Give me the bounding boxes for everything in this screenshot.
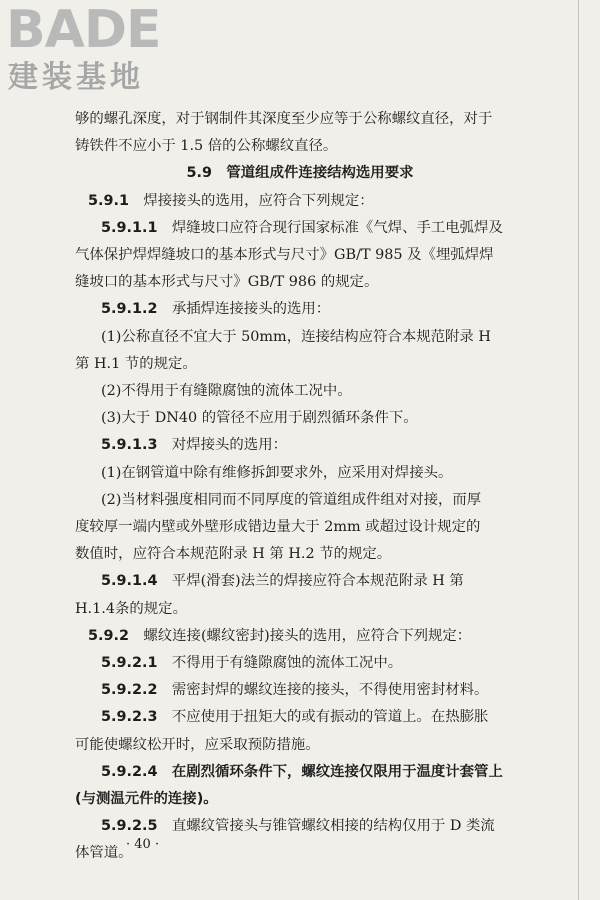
line-text: (2)不得用于有缝隙腐蚀的流体工况中。 <box>101 383 352 399</box>
text-line <box>75 269 378 296</box>
line-text: 在剧烈循环条件下，螺纹连接仅限用于温度计套管上 <box>157 763 503 780</box>
line-text: 数值时，应符合本规范附录 H 第 H.2 节的规定。 <box>75 546 392 563</box>
line-text: (2)当材料强度相同而不同厚度的管道组成件组对对接，而厚 <box>101 491 482 508</box>
binding-edge-line <box>578 0 579 900</box>
line-text: 度较厚一端内壁或外壁形成错边量大于 2mm 或超过设计规定的 <box>75 519 481 535</box>
line-text: 铸铁件不应小于 1.5 倍的公称螺纹直径。 <box>75 138 338 155</box>
clause-line <box>101 432 287 459</box>
text-line <box>75 732 320 759</box>
line-text: 体管道。 <box>75 845 133 862</box>
line-text: (与测温元件的连接)。 <box>75 791 218 807</box>
line-text: 平焊(滑套)法兰的焊接应符合本规范附录 H 第 <box>157 573 464 590</box>
text-line <box>75 514 480 541</box>
clause-number: 5.9.1.1 <box>101 219 158 236</box>
line-text: H.1.4条的规定。 <box>75 600 187 617</box>
clause-number: 5.9.1.3 <box>101 437 158 454</box>
line-text: 对焊接头的选用： <box>157 437 287 454</box>
clause-line <box>88 623 471 650</box>
text-line <box>75 133 337 160</box>
section-title: 5.9 管道组成件连接结构选用要求 <box>186 165 414 182</box>
clause-number: 5.9.1.4 <box>101 573 158 590</box>
line-text: 不得用于有缝隙腐蚀的流体工况中。 <box>157 655 403 671</box>
line-text: (1)在钢管道中除有维修拆卸要求外，应采用对焊接头。 <box>101 464 453 481</box>
line-text: 需密封焊的螺纹连接的接头，不得使用密封材料。 <box>157 682 489 699</box>
text-line <box>101 324 491 351</box>
text-line <box>101 405 418 432</box>
line-text: (3)大于 DN40 的管径不应用于剧烈循环条件下。 <box>101 410 418 427</box>
clause-line <box>101 677 488 704</box>
text-line <box>75 351 197 378</box>
line-text: 直螺纹管接头与锥管螺纹相接的结构仅用于 D 类流 <box>157 818 495 835</box>
text-line <box>75 106 492 133</box>
clause-line <box>101 759 503 786</box>
line-text: 第 H.1 节的规定。 <box>75 355 197 372</box>
clause-line <box>101 568 464 595</box>
clause-line <box>101 296 330 323</box>
logo-mark: BADE <box>6 0 161 60</box>
text-line <box>75 786 218 813</box>
line-text: 不应使用于扭矩大的或有振动的管道上。在热膨胀 <box>157 709 489 726</box>
text-line <box>75 541 391 568</box>
text-line <box>75 242 494 269</box>
line-text: 气体保护焊焊缝坡口的基本形式与尺寸》GB/T 985 及《埋弧焊焊 <box>75 247 494 263</box>
line-text: 可能使螺纹松开时，应采取预防措施。 <box>75 736 320 753</box>
clause-number: 5.9.1 <box>88 192 129 209</box>
clause-line <box>101 813 495 840</box>
clause-number: 5.9.2.3 <box>101 709 158 726</box>
clause-number: 5.9.2.4 <box>101 763 158 780</box>
text-line <box>101 460 452 487</box>
clause-line <box>88 188 374 215</box>
clause-line <box>101 215 503 242</box>
line-text: 够的螺孔深度，对于钢制件其深度至少应等于公称螺纹直径，对于 <box>75 111 493 127</box>
text-line <box>75 840 133 867</box>
line-text: 焊缝坡口应符合现行国家标准《气焊、手工电弧焊及 <box>157 219 503 236</box>
clause-number: 5.9.1.2 <box>101 301 158 318</box>
line-text: 承插焊连接接头的选用： <box>157 301 331 318</box>
text-line <box>75 596 187 623</box>
clause-line <box>101 650 402 677</box>
page-number: · 40 · <box>126 837 160 852</box>
clause-number: 5.9.2.1 <box>101 655 158 671</box>
text-line <box>101 487 481 514</box>
watermark-logo <box>6 0 186 99</box>
clause-number: 5.9.2.2 <box>101 682 158 699</box>
clause-number: 5.9.2 <box>88 627 129 644</box>
text-line <box>101 378 352 405</box>
line-text: 缝坡口的基本形式与尺寸》GB/T 986 的规定。 <box>75 274 379 291</box>
line-text: 焊接接头的选用，应符合下列规定： <box>128 192 374 209</box>
clause-number: 5.9.2.5 <box>101 818 158 835</box>
line-text: (1)公称直径不宜大于 50mm，连接结构应符合本规范附录 H <box>101 328 491 345</box>
line-text: 螺纹连接(螺纹密封)接头的选用，应符合下列规定： <box>128 627 472 644</box>
clause-line <box>101 704 488 731</box>
logo-subtitle: 建装基地 <box>8 60 144 95</box>
